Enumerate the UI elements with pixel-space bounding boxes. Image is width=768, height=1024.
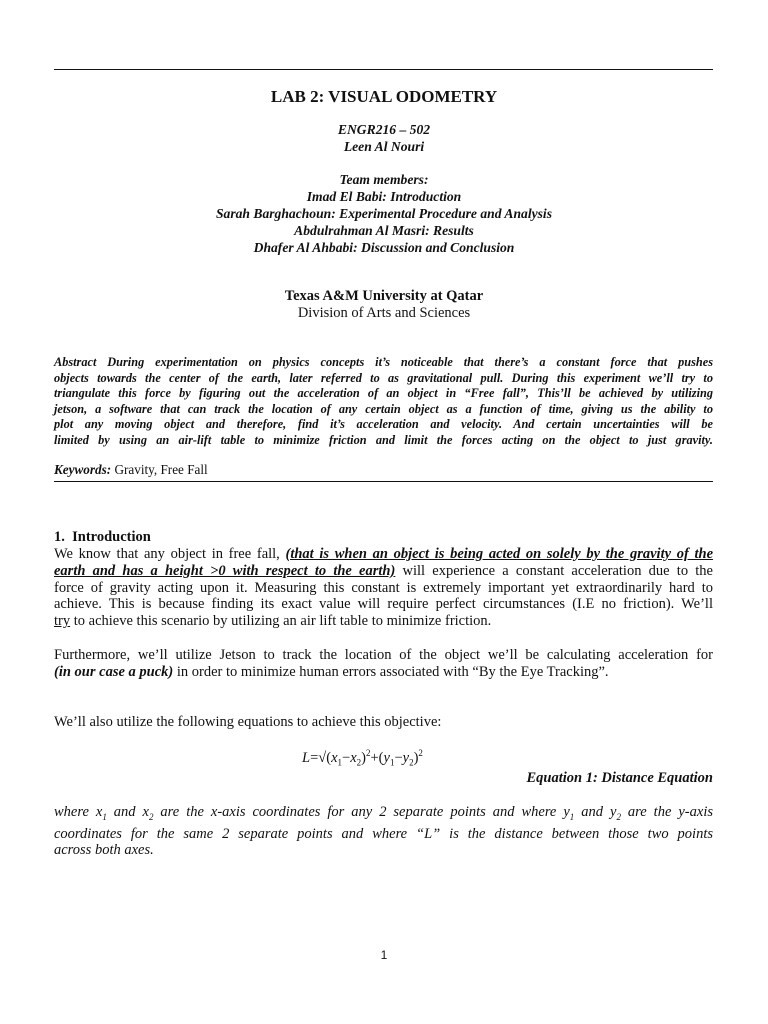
team-member: Abdulrahman Al Masri: Results bbox=[294, 223, 474, 238]
course-code: ENGR216 – 502 bbox=[337, 122, 431, 137]
intro-paragraph bbox=[54, 546, 713, 630]
keywords-value: Gravity, Free Fall bbox=[111, 462, 208, 477]
keywords bbox=[54, 462, 208, 478]
intro-line: achieve. This is because finding its exact value will require perfect circumstances (I.E no friction). We’ll bbox=[54, 596, 713, 613]
eq-var: x bbox=[331, 749, 338, 766]
eq-var: y bbox=[402, 749, 410, 766]
team-member: Sarah Barghachoun: Experimental Procedure and Analysis bbox=[215, 206, 552, 221]
eq-var: x bbox=[350, 749, 357, 766]
equation-label: Equation 1: Distance Equation bbox=[526, 770, 713, 786]
where-line: across both axes. bbox=[54, 842, 154, 859]
top-rule bbox=[54, 69, 713, 70]
intro-line: force of gravity acting upon it. Measuring this constant is extremely important yet extraordinarily hard to bbox=[54, 579, 713, 596]
where-line: coordinates for the same 2 separate points and where “L” is the distance between those two points bbox=[54, 825, 713, 842]
abstract-line: limited by using an air-lift table to minimize friction and limit the forces acting on the object to just gravity. bbox=[54, 432, 713, 447]
section-number: 1. bbox=[54, 529, 65, 545]
abstract-line: triangulate this force by figuring out the acceleration of an object in “Free fall”, This’ll be achieved by utilizing bbox=[54, 386, 713, 401]
university-name: Texas A&M University at Qatar bbox=[284, 288, 484, 304]
eq-lhs: L bbox=[302, 749, 311, 766]
eq-var: y bbox=[383, 749, 390, 766]
keywords-label: Keywords: bbox=[54, 462, 112, 477]
eq-sub: 2 bbox=[409, 757, 414, 768]
abstract-line: plot any moving object and therefore, find it’s acceleration and velocity. And certain uncertainties will be bbox=[54, 417, 713, 432]
author-name: Leen Al Nouri bbox=[343, 139, 425, 154]
para2-text: in order to minimize human errors associated with “By the Eye Tracking”. bbox=[173, 663, 609, 680]
intro-text: will experience a constant acceleration due to the bbox=[395, 562, 713, 579]
team-heading: Team members: bbox=[339, 172, 429, 187]
abstract-line: jetson, a software that can track the location of any certain object as a function of time, giving us the ability to bbox=[54, 401, 713, 416]
where-line: where $x_1$ and $x_2$ are the x-axis coordinates for any 2 separate points and where $y_1$ and $y_2$ are the y-axis bbox=[54, 804, 713, 822]
where-paragraph bbox=[54, 804, 713, 859]
eq-sub: 2 bbox=[356, 757, 362, 768]
intro-text: to achieve this scenario by utilizing an air lift table to minimize friction. bbox=[70, 613, 492, 630]
distance-equation: $L=√(x_1-x_2)^2+(y_1-y_2)^2$ bbox=[302, 748, 423, 768]
intro-line bbox=[54, 563, 713, 580]
underlined-word: try bbox=[54, 613, 71, 630]
para2-line bbox=[54, 664, 713, 681]
division-name: Division of Arts and Sciences bbox=[297, 305, 471, 321]
para2-line: Furthermore, we’ll utilize Jetson to track the location of the object we’ll be calculating acceleration for bbox=[54, 647, 713, 663]
intro-emphasis: earth and has a height >0 with respect to the earth) bbox=[54, 562, 396, 579]
intro-emphasis: (that is when an object is being acted on solely by the gravity of the bbox=[285, 546, 714, 562]
team-member: Imad El Babi: Introduction bbox=[306, 189, 462, 204]
page-number: 1 bbox=[380, 948, 388, 962]
intro-line bbox=[54, 546, 713, 563]
document-title: LAB 2: VISUAL ODOMETRY bbox=[270, 87, 498, 106]
eq-sub: 1 bbox=[389, 757, 395, 768]
section-heading bbox=[54, 529, 151, 546]
intro-line bbox=[54, 613, 713, 630]
team-member: Dhafer Al Ahbabi: Discussion and Conclusion bbox=[253, 240, 515, 255]
abstract-line: objects towards the center of the earth, later referred to as gravitational pull. During this experiment we’ll try to bbox=[54, 370, 713, 385]
abstract bbox=[54, 355, 713, 449]
para3-line: We’ll also utilize the following equations to achieve this objective: bbox=[54, 714, 442, 730]
section-title: Introduction bbox=[72, 529, 151, 545]
paragraph-3 bbox=[54, 714, 713, 731]
paragraph-2 bbox=[54, 647, 713, 681]
keywords-rule bbox=[54, 481, 713, 482]
intro-text: We know that any object in free fall, bbox=[54, 546, 286, 562]
eq-pow: 2 bbox=[365, 748, 371, 758]
eq-pow: 2 bbox=[418, 748, 423, 758]
abstract-line: Abstract During experimentation on physics concepts it’s noticeable that there’s a constant force that pushes bbox=[54, 355, 713, 369]
eq-sub: 1 bbox=[337, 757, 343, 768]
para2-emphasis: (in our case a puck) bbox=[54, 663, 174, 680]
